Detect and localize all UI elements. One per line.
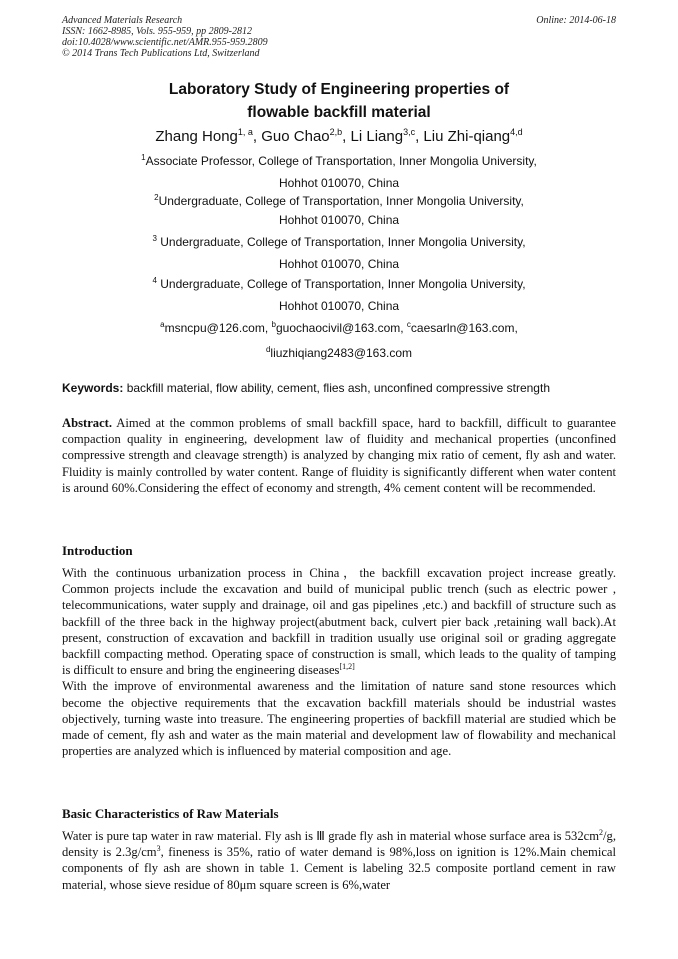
author-name: Liu Zhi-qiang <box>423 128 511 145</box>
affiliation-sup: 4 <box>152 276 157 285</box>
affiliation-text: Undergraduate, College of Transportation, Inner Mongolia University, <box>156 235 526 249</box>
author-name: Guo Chao <box>261 128 330 145</box>
online-date: Online: 2014-06-18 <box>536 15 616 26</box>
author-separator: , <box>342 128 351 145</box>
email-sup: d <box>265 345 271 354</box>
copyright-line: © 2014 Trans Tech Publications Ltd, Switzerland <box>62 48 260 59</box>
author-name: Zhang Hong <box>155 128 238 145</box>
doi-line[interactable]: doi:10.4028/www.scientific.net/AMR.955-959.2809 <box>62 37 268 48</box>
author-sup: 2,b <box>329 127 343 137</box>
introduction-paragraph-1 <box>62 565 616 678</box>
affiliation-2-line-2: Hohhot 010070, China <box>278 213 400 227</box>
affiliation-3-line-1 <box>62 235 616 249</box>
keywords <box>62 381 622 395</box>
author-name: Li Liang <box>350 128 404 145</box>
paper-title-line-1: Laboratory Study of Engineering properties of <box>168 81 510 98</box>
keywords-label: Keywords: <box>62 381 124 395</box>
affiliation-sup: 1 <box>141 153 146 162</box>
author-sup: 3,c <box>403 127 416 137</box>
paragraph-text: , fineness is 35%, ratio of water demand is 98%,loss on ignition is 12%.Main chemical components of fly ash are shown in table 1. Cement is labeling 32.5 composite portland cement in raw material, whose sieve residue of 80μm square screen is 6%,water <box>62 845 617 892</box>
paragraph-text: Water is pure tap water in raw material. Fly ash is Ⅲ grade fly ash in material whose surface area is 532cm <box>62 829 600 843</box>
affiliation-4-line-1 <box>62 277 616 291</box>
keywords-text: backfill material, flow ability, cement, flies ash, unconfined compressive strength <box>123 381 550 395</box>
affiliation-text: Undergraduate, College of Transportation, Inner Mongolia University, <box>158 194 524 208</box>
email-c[interactable]: caesarln@163.com, <box>410 321 518 335</box>
affiliation-sup: 2 <box>154 193 159 202</box>
superscript: 3 <box>156 844 161 854</box>
author-separator: , <box>415 128 424 145</box>
author-separator: , <box>252 128 262 145</box>
email-a[interactable]: msncpu@126.com, <box>164 321 272 335</box>
author-sup: 1, a <box>237 127 253 137</box>
affiliation-4-line-2: Hohhot 010070, China <box>278 299 400 313</box>
email-sup: c <box>406 320 411 329</box>
email-line-2 <box>62 346 616 360</box>
email-d[interactable]: liuzhiqiang2483@163.com <box>270 346 413 360</box>
paragraph-text: /g, density is 2.3g/cm <box>62 829 616 860</box>
author-sup: 4,d <box>510 127 523 137</box>
introduction-paragraph-2: With the improve of environmental awareness and the limitation of nature sand stone resources which become the objective requirements that the excavation backfill materials should be industrial wastes objectively, turning waste into treasure. The engineering properties of backfill material are studied which be made of cement, fly ash and water as the main material and development law of flowability and mechanical properties are analyzed which is influenced by material composition and age. <box>62 679 616 759</box>
abstract <box>62 415 616 496</box>
affiliation-1-line-2: Hohhot 010070, China <box>278 176 400 190</box>
email-b[interactable]: guochaocivil@163.com, <box>275 321 407 335</box>
affiliation-2-line-1 <box>62 194 616 208</box>
paper-title-line-2: flowable backfill material <box>247 104 431 121</box>
journal-name: Advanced Materials Research <box>62 15 183 26</box>
journal-header <box>62 15 616 59</box>
email-sup: a <box>160 320 165 329</box>
raw-materials-heading: Basic Characteristics of Raw Materials <box>62 806 279 821</box>
affiliation-sup: 3 <box>152 234 157 243</box>
raw-materials-body <box>62 828 616 893</box>
issn-line: ISSN: 1662-8985, Vols. 955-959, pp 2809-2812 <box>62 26 252 37</box>
affiliation-3-line-2: Hohhot 010070, China <box>278 257 400 271</box>
author-list <box>62 128 616 146</box>
affiliation-1-line-1 <box>62 154 616 168</box>
citation[interactable]: [1,2] <box>339 662 355 672</box>
affiliation-text: Undergraduate, College of Transportation, Inner Mongolia University, <box>156 277 526 291</box>
email-sup: b <box>271 320 276 329</box>
abstract-text: Aimed at the common problems of small backfill space, hard to backfill, difficult to guarantee compaction quality in engineering, development law of fluidity and mechanical properties (unconfined compressive strength and cleavage strength) is analyzed by changing mix ratio of cement, fly ash and water. Fluidity is mainly controlled by water content. Range of fluidity is significantly different when water content is around 60%.Considering the effect of economy and strength, 4% cement content will be recommended. <box>62 416 616 495</box>
introduction-heading: Introduction <box>62 543 133 558</box>
superscript: 2 <box>599 828 604 837</box>
introduction-body <box>62 565 616 759</box>
abstract-label: Abstract. <box>62 416 113 430</box>
paragraph-text: With the continuous urbanization process in China，the backfill excavation project increase greatly. Common projects include the excavation and build of municipal public trench (such as electric power , telecommunications, water supply and drainage, oil and gas pipelines ,etc.) and backfill of structure such as backfill of the three back in the highway project(abutment back, culvert pier back ,retaining wall back).At present, construction of excavation and backfill in tradition usually use original soil or grading aggregate backfill compacting method. Operating space of construction is small, which leads to the quality of tamping is difficult to ensure and bring the engineering diseases <box>62 566 616 678</box>
affiliation-text: Associate Professor, College of Transportation, Inner Mongolia University, <box>145 154 537 168</box>
email-line-1 <box>62 321 616 335</box>
